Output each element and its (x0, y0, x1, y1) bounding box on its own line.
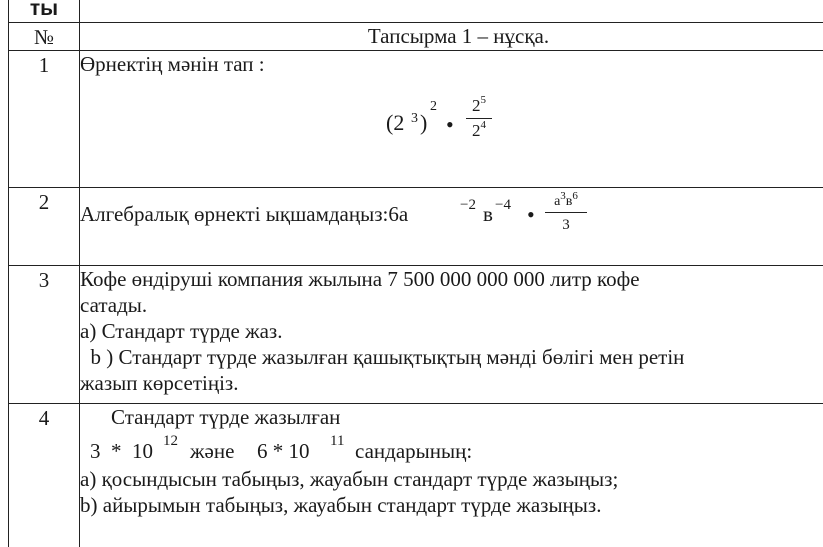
variable-b: в (483, 202, 493, 226)
task-content-cell (80, 266, 823, 404)
task-row-1 (9, 51, 823, 188)
cut-header-label: ты (29, 0, 59, 20)
task-number-cell (9, 404, 80, 547)
task-3-line: а) Стандарт түрде жаз. (80, 319, 283, 343)
task-content-cell (80, 188, 823, 266)
formula-fraction (466, 94, 492, 140)
number-header-label: № (33, 25, 55, 49)
task-number-cell (9, 266, 80, 404)
expression-left: 3 * 10 (90, 439, 153, 463)
task-3-line: жазып көрсетіңіз. (80, 371, 239, 395)
task-content-cell (80, 404, 823, 547)
formula-close-paren: ) (420, 110, 428, 135)
task-3-line: b ) Стандарт түрде жазылған қашықтықтың мәнді бөлігі мен ретін (80, 345, 685, 369)
formula-multiply-bullet: • (446, 112, 454, 137)
title-header-cell (80, 23, 823, 51)
table-header-cut-row (9, 0, 823, 23)
task-number: 1 (38, 53, 50, 77)
task-4-line: b) айырымын табыңыз, жауабын стандарт түрде жазыңыз. (80, 493, 602, 517)
task-number: 3 (38, 268, 50, 292)
fraction-numerator: $а^3в^6$ (554, 190, 578, 209)
task-row-2 (9, 188, 823, 266)
exponent-b: −4 (495, 197, 511, 213)
cut-header-content-cell (80, 0, 823, 23)
fraction-denominator: 3 (562, 217, 570, 233)
fraction-numerator: $2^5$ (472, 94, 486, 115)
expression-right-exponent: 11 (330, 433, 345, 449)
expression-and: және (190, 439, 235, 463)
fraction-denominator: $2^4$ (472, 119, 486, 140)
task-2-prompt: Алгебралық өрнекті ықшамдаңыз:6а (80, 202, 409, 226)
task-number-cell (9, 188, 80, 266)
exponent-a: −2 (460, 197, 476, 213)
table-header-row (9, 23, 823, 51)
cut-header-cell (9, 0, 80, 23)
formula-outer-exponent: 2 (430, 99, 437, 114)
formula-fraction (545, 190, 587, 234)
formula-multiply-bullet: • (527, 202, 535, 227)
expression-left-exponent: 12 (163, 433, 178, 449)
number-header-cell (9, 23, 80, 51)
task-2-formula (80, 188, 823, 258)
task-number: 2 (38, 190, 50, 214)
task-4-line: Стандарт түрде жазылған (111, 405, 341, 429)
expression-right: 6 * 10 (257, 439, 310, 463)
task-1-formula (80, 77, 823, 167)
variant-title: Тапсырма 1 – нұсқа. (367, 24, 550, 48)
task-3-line: Кофе өндіруші компания жылына 7 500 000 000 000 литр кофе (80, 267, 640, 291)
task-table (8, 0, 823, 547)
task-row-4 (9, 404, 823, 547)
task-content-cell (80, 51, 823, 188)
task-number: 4 (38, 406, 50, 430)
task-1-prompt: Өрнектің мәнін тап : (80, 52, 265, 76)
formula-base-open: (2 (386, 110, 405, 135)
task-3-line: сатады. (80, 293, 148, 317)
formula-inner-exponent: 3 (411, 111, 418, 126)
task-row-3 (9, 266, 823, 404)
task-4-line: а) қосындысын табыңыз, жауабын стандарт түрде жазыңыз; (80, 467, 619, 491)
expression-tail: сандарының: (355, 439, 473, 463)
task-4-expression (80, 430, 823, 466)
task-number-cell (9, 51, 80, 188)
fraction-bar (466, 118, 492, 119)
fraction-bar (545, 212, 587, 213)
